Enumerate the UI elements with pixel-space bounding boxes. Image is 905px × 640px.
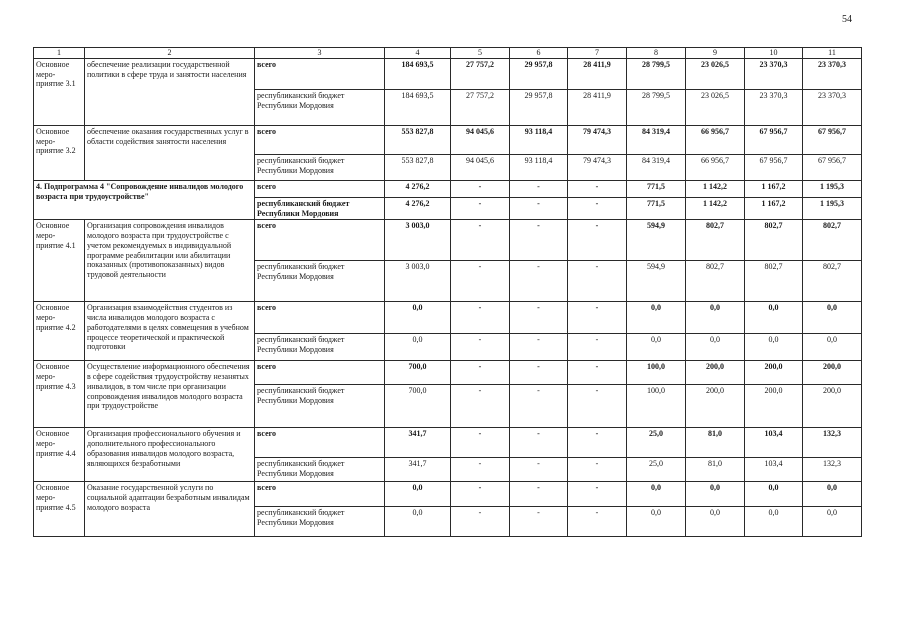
amount-cell: 771,5 (627, 180, 686, 197)
activity-code: Основное меро-приятие 4.2 (34, 302, 85, 361)
amount-cell: - (568, 180, 627, 197)
funding-source-budget: республиканский бюджет Республики Мордовия (255, 334, 385, 361)
amount-cell: - (568, 458, 627, 482)
amount-cell: 0,0 (627, 302, 686, 334)
funding-source-total: всего (255, 361, 385, 385)
amount-cell: 29 957,8 (510, 58, 568, 89)
amount-cell: 67 956,7 (803, 154, 862, 180)
amount-cell: - (568, 507, 627, 537)
activity-name: обеспечение оказания государственных услуг в области содействия занятости населения (85, 125, 255, 180)
amount-cell: 553 827,8 (385, 125, 451, 154)
funding-source-budget: республиканский бюджет Республики Мордовия (255, 458, 385, 482)
funding-source-total: всего (255, 220, 385, 261)
amount-cell: 66 956,7 (686, 154, 745, 180)
header-cell: 2 (85, 48, 255, 59)
amount-cell: - (568, 197, 627, 220)
amount-cell: 700,0 (385, 361, 451, 385)
amount-cell: - (510, 428, 568, 458)
amount-cell: 771,5 (627, 197, 686, 220)
amount-cell: 1 195,3 (803, 197, 862, 220)
amount-cell: - (568, 220, 627, 261)
amount-cell: 1 167,2 (745, 180, 803, 197)
amount-cell: 103,4 (745, 458, 803, 482)
amount-cell: 94 045,6 (451, 125, 510, 154)
amount-cell: 594,9 (627, 220, 686, 261)
amount-cell: 0,0 (627, 482, 686, 507)
table-row (34, 220, 862, 261)
activity-code: Основное меро-приятие 4.5 (34, 482, 85, 537)
amount-cell: 93 118,4 (510, 154, 568, 180)
amount-cell: - (568, 361, 627, 385)
amount-cell: 0,0 (745, 302, 803, 334)
amount-cell: - (451, 197, 510, 220)
funding-source-total: всего (255, 180, 385, 197)
funding-source-budget: республиканский бюджет Республики Мордовия (255, 385, 385, 428)
amount-cell: 341,7 (385, 458, 451, 482)
amount-cell: - (568, 261, 627, 302)
amount-cell: - (568, 385, 627, 428)
amount-cell: 23 370,3 (745, 89, 803, 125)
amount-cell: 27 757,2 (451, 89, 510, 125)
activity-code: Основное меро-приятие 4.4 (34, 428, 85, 482)
amount-cell: 0,0 (803, 302, 862, 334)
amount-cell: 0,0 (803, 507, 862, 537)
amount-cell: - (510, 385, 568, 428)
funding-source-total: всего (255, 302, 385, 334)
amount-cell: 1 195,3 (803, 180, 862, 197)
amount-cell: 3 003,0 (385, 261, 451, 302)
amount-cell: 25,0 (627, 458, 686, 482)
table-row (34, 482, 862, 507)
header-cell: 4 (385, 48, 451, 59)
amount-cell: 1 142,2 (686, 180, 745, 197)
amount-cell: 700,0 (385, 385, 451, 428)
header-cell: 6 (510, 48, 568, 59)
amount-cell: 23 370,3 (803, 58, 862, 89)
amount-cell: 67 956,7 (745, 154, 803, 180)
activity-name: Осуществление информационного обеспечения в сфере содействия трудоустройству незанятых инвалидов, в том числе при организации сопровождения инвалидов молодого возраста при трудоустройстве (85, 361, 255, 428)
amount-cell: - (568, 482, 627, 507)
table-row (34, 428, 862, 458)
activity-name: Организация сопровождения инвалидов молодого возраста при трудоустройстве с учетом рекомендуемых в индивидуальной программе реабилитации или абилитации показанных (противопоказанных) видов трудовой деятельности (85, 220, 255, 302)
funding-source-total: всего (255, 125, 385, 154)
activity-name: Организация профессионального обучения и дополнительного профессионального образования инвалидов молодого возраста, являющихся безработными (85, 428, 255, 482)
amount-cell: 200,0 (803, 361, 862, 385)
amount-cell: 200,0 (745, 385, 803, 428)
amount-cell: 802,7 (803, 220, 862, 261)
amount-cell: 802,7 (745, 220, 803, 261)
amount-cell: 28 411,9 (568, 58, 627, 89)
amount-cell: 0,0 (686, 302, 745, 334)
funding-source-total: всего (255, 58, 385, 89)
amount-cell: 3 003,0 (385, 220, 451, 261)
amount-cell: 594,9 (627, 261, 686, 302)
amount-cell: 0,0 (686, 482, 745, 507)
amount-cell: - (451, 220, 510, 261)
header-cell: 7 (568, 48, 627, 59)
header-cell: 8 (627, 48, 686, 59)
amount-cell: 0,0 (745, 482, 803, 507)
amount-cell: 93 118,4 (510, 125, 568, 154)
table-row (34, 58, 862, 89)
amount-cell: 4 276,2 (385, 180, 451, 197)
amount-cell: 79 474,3 (568, 125, 627, 154)
amount-cell: 67 956,7 (803, 125, 862, 154)
funding-source-budget: республиканский бюджет Республики Мордовия (255, 154, 385, 180)
amount-cell: - (510, 220, 568, 261)
amount-cell: 28 411,9 (568, 89, 627, 125)
amount-cell: 0,0 (745, 334, 803, 361)
amount-cell: - (568, 302, 627, 334)
amount-cell: 802,7 (686, 261, 745, 302)
funding-source-budget: республиканский бюджет Республики Мордовия (255, 507, 385, 537)
amount-cell: 67 956,7 (745, 125, 803, 154)
amount-cell: 0,0 (385, 334, 451, 361)
amount-cell: - (510, 458, 568, 482)
amount-cell: - (451, 334, 510, 361)
amount-cell: - (451, 385, 510, 428)
amount-cell: 0,0 (745, 507, 803, 537)
amount-cell: 0,0 (803, 482, 862, 507)
header-cell: 9 (686, 48, 745, 59)
activity-code: Основное меро-приятие 3.1 (34, 58, 85, 125)
amount-cell: 0,0 (627, 507, 686, 537)
table-header-row (34, 48, 862, 59)
funding-source-total: всего (255, 428, 385, 458)
amount-cell: 100,0 (627, 361, 686, 385)
amount-cell: 28 799,5 (627, 89, 686, 125)
activity-name: обеспечение реализации государственной политики в сфере труда и занятости населения (85, 58, 255, 125)
amount-cell: 0,0 (686, 507, 745, 537)
amount-cell: 27 757,2 (451, 58, 510, 89)
amount-cell: 23 370,3 (803, 89, 862, 125)
amount-cell: 29 957,8 (510, 89, 568, 125)
amount-cell: - (451, 458, 510, 482)
amount-cell: 84 319,4 (627, 125, 686, 154)
amount-cell: 23 370,3 (745, 58, 803, 89)
header-cell: 11 (803, 48, 862, 59)
amount-cell: 100,0 (627, 385, 686, 428)
amount-cell: 94 045,6 (451, 154, 510, 180)
amount-cell: 23 026,5 (686, 89, 745, 125)
amount-cell: 28 799,5 (627, 58, 686, 89)
amount-cell: - (510, 302, 568, 334)
amount-cell: 132,3 (803, 428, 862, 458)
amount-cell: 802,7 (686, 220, 745, 261)
amount-cell: - (451, 261, 510, 302)
amount-cell: 0,0 (803, 334, 862, 361)
amount-cell: - (510, 334, 568, 361)
header-cell: 10 (745, 48, 803, 59)
amount-cell: 25,0 (627, 428, 686, 458)
amount-cell: - (451, 361, 510, 385)
amount-cell: 66 956,7 (686, 125, 745, 154)
amount-cell: - (510, 482, 568, 507)
amount-cell: - (568, 428, 627, 458)
amount-cell: - (510, 507, 568, 537)
amount-cell: 103,4 (745, 428, 803, 458)
amount-cell: 200,0 (686, 385, 745, 428)
amount-cell: 0,0 (385, 507, 451, 537)
activity-name: Оказание государственной услуги по социальной адаптации безработным инвалидам молодого возраста (85, 482, 255, 537)
amount-cell: 553 827,8 (385, 154, 451, 180)
amount-cell: - (568, 334, 627, 361)
activity-name: Организация взаимодействия студентов из числа инвалидов молодого возраста с работодателями в целях совмещения в учебном процессе теоретической и практической подготовки (85, 302, 255, 361)
amount-cell: 200,0 (803, 385, 862, 428)
amount-cell: 1 167,2 (745, 197, 803, 220)
activity-code: Основное меро-приятие 4.3 (34, 361, 85, 428)
header-cell: 5 (451, 48, 510, 59)
amount-cell: 23 026,5 (686, 58, 745, 89)
amount-cell: - (510, 361, 568, 385)
funding-source-budget: республиканский бюджет Республики Мордовия (255, 261, 385, 302)
amount-cell: 0,0 (686, 334, 745, 361)
funding-source-budget: республиканский бюджет Республики Мордовия (255, 197, 385, 220)
amount-cell: 184 693,5 (385, 89, 451, 125)
amount-cell: - (451, 302, 510, 334)
activity-code: Основное меро-приятие 3.2 (34, 125, 85, 180)
amount-cell: 84 319,4 (627, 154, 686, 180)
amount-cell: 802,7 (803, 261, 862, 302)
amount-cell: - (451, 428, 510, 458)
amount-cell: 79 474,3 (568, 154, 627, 180)
budget-table (33, 47, 862, 537)
amount-cell: - (451, 482, 510, 507)
activity-code: Основное меро-приятие 4.1 (34, 220, 85, 302)
amount-cell: - (510, 197, 568, 220)
amount-cell: 0,0 (627, 334, 686, 361)
funding-source-total: всего (255, 482, 385, 507)
funding-source-budget: республиканский бюджет Республики Мордовия (255, 89, 385, 125)
amount-cell: 132,3 (803, 458, 862, 482)
amount-cell: 81,0 (686, 458, 745, 482)
amount-cell: 0,0 (385, 302, 451, 334)
amount-cell: - (451, 180, 510, 197)
amount-cell: - (451, 507, 510, 537)
table-row (34, 180, 862, 197)
table-row (34, 302, 862, 334)
page-number: 54 (842, 14, 852, 25)
subprogram-title: 4. Подпрограмма 4 "Сопровождение инвалидов молодого возраста при трудоустройстве" (34, 180, 255, 220)
amount-cell: 0,0 (385, 482, 451, 507)
amount-cell: 184 693,5 (385, 58, 451, 89)
header-cell: 3 (255, 48, 385, 59)
amount-cell: 200,0 (686, 361, 745, 385)
table-row (34, 125, 862, 154)
header-cell: 1 (34, 48, 85, 59)
amount-cell: 1 142,2 (686, 197, 745, 220)
amount-cell: - (510, 180, 568, 197)
amount-cell: 200,0 (745, 361, 803, 385)
amount-cell: 81,0 (686, 428, 745, 458)
amount-cell: 4 276,2 (385, 197, 451, 220)
amount-cell: 802,7 (745, 261, 803, 302)
table-row (34, 361, 862, 385)
amount-cell: 341,7 (385, 428, 451, 458)
amount-cell: - (510, 261, 568, 302)
